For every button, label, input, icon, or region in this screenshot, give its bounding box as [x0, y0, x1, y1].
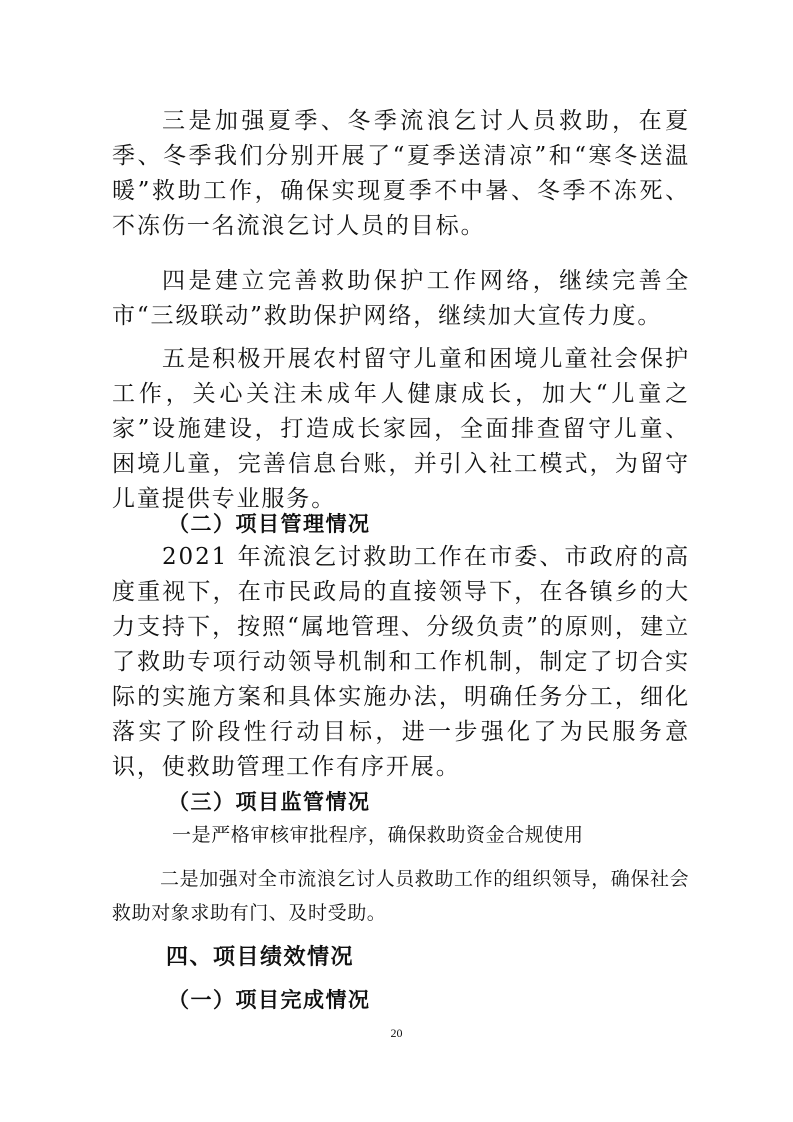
heading-project-supervision: （三）项目监管情况 [168, 790, 371, 814]
heading-performance: 四、项目绩效情况 [166, 945, 355, 970]
paragraph-management-details: 2021 年流浪乞讨救助工作在市委、市政府的高度重视下，在市民政局的直接领导下，在各镇乡的大力支持下，按照“属地管理、分级负责”的原则，建立了救助专项行动领导机制和工作机制，制定了切合实际的实施方案和具体实施办法，明确任务分工，细化落实了阶段性行动目标，进一步强化了为民服务意识，使救助管理工作有序开展。 [112, 544, 690, 780]
paragraph-summer-winter-relief: 三是加强夏季、冬季流浪乞讨人员救助，在夏季、冬季我们分别开展了“夏季送清凉”和“寒冬送温暖”救助工作，确保实现夏季不中暑、冬季不冻死、不冻伤一名流浪乞讨人员的目标。 [112, 108, 690, 239]
heading-project-management: （二）项目管理情况 [168, 512, 371, 536]
page-number: 20 [390, 1026, 403, 1040]
heading-completion: （一）项目完成情况 [168, 988, 371, 1012]
paragraph-left-behind-children: 五是积极开展农村留守儿童和困境儿童社会保护工作，关心关注未成年人健康成长，加大“儿童之家”设施建设，打造成长家园，全面排查留守儿童、困境儿童，完善信息台账，并引入社工模式，为留守儿童提供专业服务。 [112, 346, 690, 512]
paragraph-organization-leadership: 二是加强对全市流浪乞讨人员救助工作的组织领导，确保社会救助对象求助有门、及时受助。 [112, 868, 690, 924]
paragraph-fund-review: 一是严格审核审批程序，确保救助资金合规使用 [172, 824, 584, 846]
paragraph-protection-network: 四是建立完善救助保护工作网络，继续完善全市“三级联动”救助保护网络，继续加大宣传力度。 [112, 268, 690, 329]
